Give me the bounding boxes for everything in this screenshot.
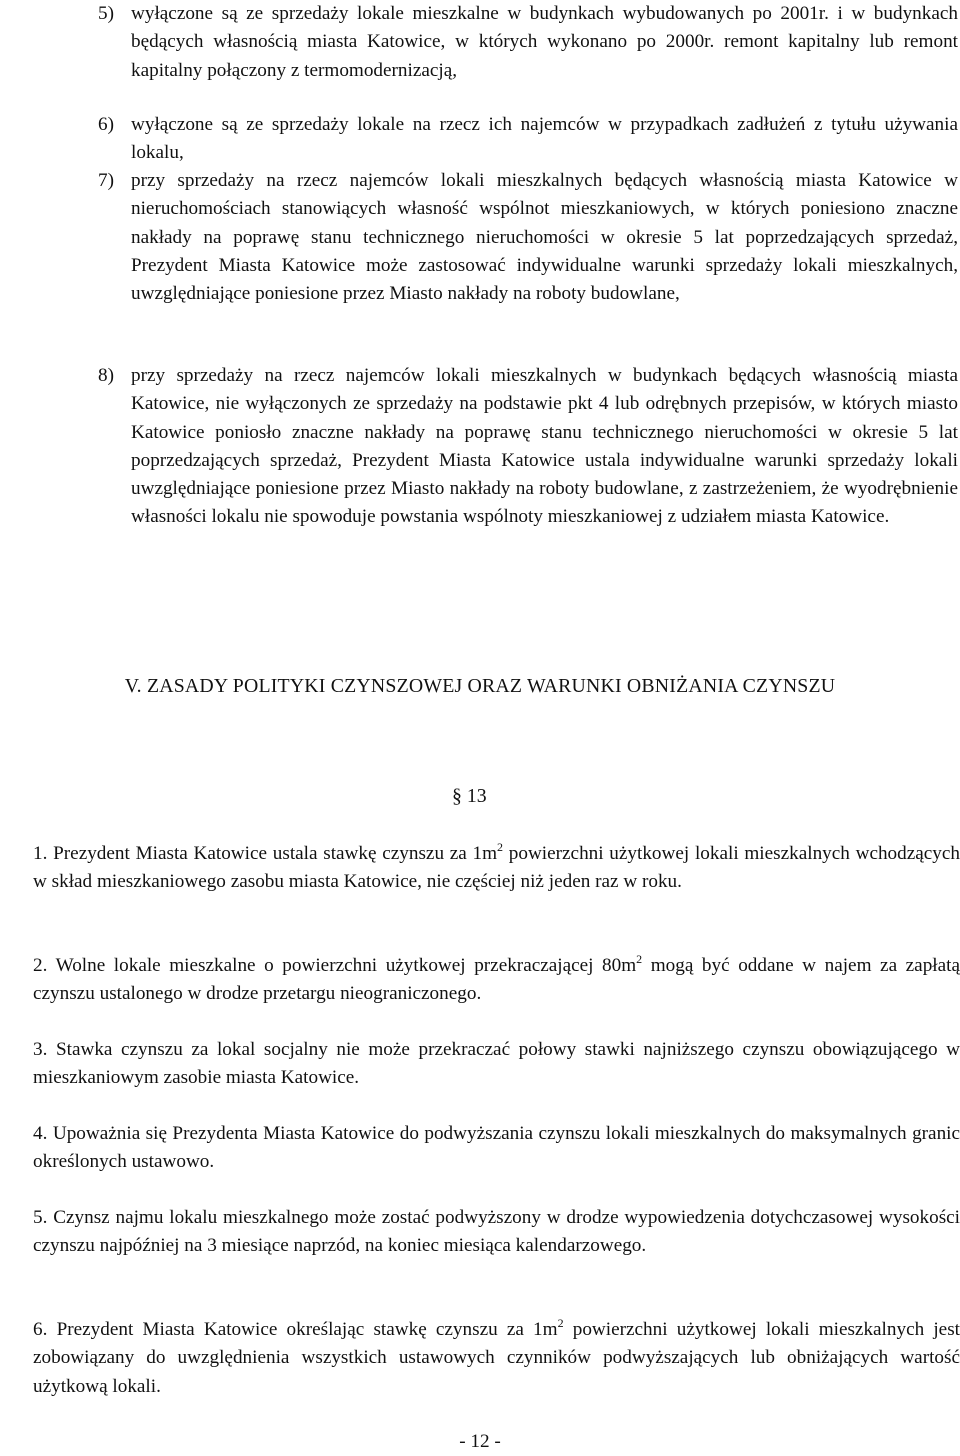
paragraph-3 <box>33 1036 960 1093</box>
list-item-text: przy sprzedaży na rzecz najemców lokali mieszkalnych w budynkach będących własnością miasta Katowice, nie wyłączonych ze sprzedaży na podstawie pkt 4 lub odrębnych przepisów, w których miasto Katowice poniosło znaczne nakłady na poprawę stanu technicznego nieruchomości w okresie 5 lat poprzedzających sprzedaż, Prezydent Miasta Katowice ustala indywidualne warunki sprzedaży lokali uwzględniające poniesione przez Miasto nakłady na roboty budowlane, z zastrzeżeniem, że wyodrębnienie własności lokalu nie spowoduje powstania wspólnoty mieszkaniowej z udziałem miasta Katowice. <box>131 365 958 528</box>
paragraph-text-continued: powierzchni użytkowej lokali mieszkalnych jest zobowiązany do uwzględnienia wszystkich ustawowych czynników podwyższających lub obniżających wartość użytkową lokali. <box>33 1319 960 1397</box>
paragraph-text: Prezydent Miasta Katowice określając stawkę czynszu za 1m <box>56 1319 558 1340</box>
paragraph-number: 5. <box>33 1207 48 1228</box>
list-item-text: wyłączone są ze sprzedaży lokale na rzecz ich najemców w przypadkach zadłużeń z tytułu używania lokalu, <box>131 114 958 164</box>
paragraph-text: Upoważnia się Prezydenta Miasta Katowice do podwyższania czynszu lokali mieszkalnych do maksymalnych granic określonych ustawowo. <box>33 1123 960 1173</box>
paragraph-number: 2. <box>33 955 48 976</box>
list-item-7 <box>98 167 958 308</box>
paragraph-number: 4. <box>33 1123 48 1144</box>
superscript: 2 <box>636 952 643 966</box>
superscript: 2 <box>497 840 504 854</box>
paragraph-5 <box>33 1204 960 1261</box>
list-item-8 <box>98 362 958 532</box>
paragraph-text-continued: mogą być oddane w najem za zapłatą czynszu ustalonego w drodze przetargu nieograniczonego. <box>33 955 960 1005</box>
paragraph-number: 3. <box>33 1039 48 1060</box>
page-number: - 12 - <box>459 1431 501 1452</box>
paragraph-text: Wolne lokale mieszkalne o powierzchni użytkowej przekraczającej 80m <box>55 955 637 976</box>
paragraph-text-continued: powierzchni użytkowej lokali mieszkalnych wchodzących w skład mieszkaniowego zasobu miasta Katowice, nie częściej niż jeden raz w roku. <box>33 843 960 893</box>
paragraph-number: 6. <box>33 1319 48 1340</box>
list-item-number: 8) <box>98 365 114 386</box>
superscript: 2 <box>557 1316 564 1330</box>
list-item-number: 7) <box>98 170 114 191</box>
list-item-number: 6) <box>98 114 114 135</box>
paragraph-number: 1. <box>33 843 48 864</box>
paragraph-6 <box>33 1316 960 1401</box>
list-item-6 <box>98 111 958 168</box>
list-item-5 <box>98 0 958 85</box>
list-item-text: wyłączone są ze sprzedaży lokale mieszkalne w budynkach wybudowanych po 2001r. i w budynkach będących własnością miasta Katowice, w których wykonano po 2000r. remont kapitalny lub remont kapitalny połączony z termomodernizacją, <box>131 3 958 81</box>
paragraph-text: Czynsz najmu lokalu mieszkalnego może zostać podwyższony w drodze wypowiedzenia dotychczasowej wysokości czynszu najpóźniej na 3 miesiące naprzód, na koniec miesiąca kalendarzowego. <box>33 1207 960 1257</box>
list-item-number: 5) <box>98 3 114 24</box>
section-title: V. ZASADY POLITYKI CZYNSZOWEJ ORAZ WARUNKI OBNIŻANIA CZYNSZU <box>124 675 836 697</box>
paragraph-4 <box>33 1120 960 1177</box>
paragraph-1 <box>33 840 960 897</box>
paragraph-2 <box>33 952 960 1009</box>
paragraph-text: Prezydent Miasta Katowice ustala stawkę czynszu za 1m <box>53 843 498 864</box>
list-item-text: przy sprzedaży na rzecz najemców lokali mieszkalnych będących własnością miasta Katowice w nieruchomościach stanowiących własność wspólnot mieszkaniowych, w których poniesiono znaczne nakłady na poprawę stanu technicznego nieruchomości w okresie 5 lat poprzedzających sprzedaż, Prezydent Miasta Katowice może zastosować indywidualne warunki sprzedaży lokali mieszkalnych, uwzględniające poniesione przez Miasto nakłady na roboty budowlane, <box>131 170 958 305</box>
paragraph-text: Stawka czynszu za lokal socjalny nie może przekraczać połowy stawki najniższego czynszu obowiązującego w mieszkaniowym zasobie miasta Katowice. <box>33 1039 960 1089</box>
paragraph-mark: § 13 <box>452 785 487 807</box>
